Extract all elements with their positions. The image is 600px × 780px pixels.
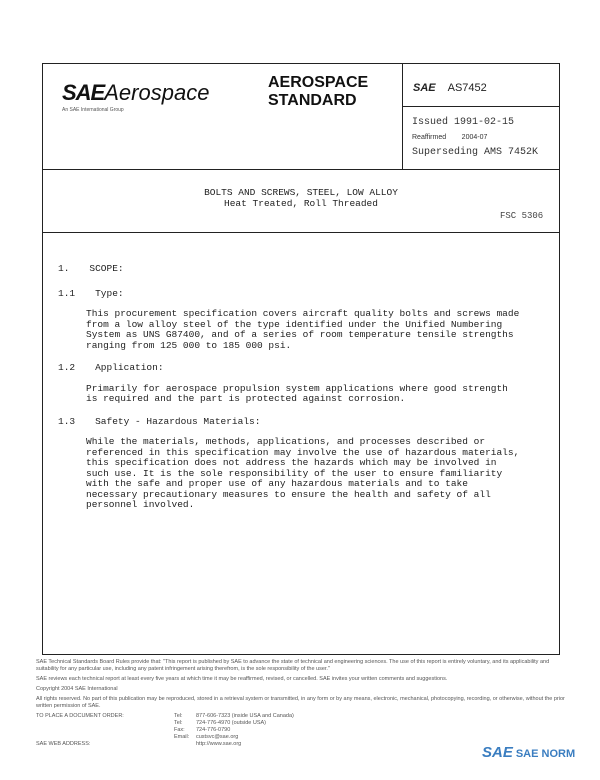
footer-rules: SAE Technical Standards Board Rules provide that: "This report is published by SAE to advance the state of technical and engineering sciences. The use of this report is entirely voluntary, and its applicability and suitability for any particular use, including any patent infringement arising therefrom, is the sole responsibility of the user." (36, 659, 550, 672)
issued-date: Issued 1991-02-15 (412, 117, 515, 128)
section-text: Primarily for aerospace propulsion system applications where good strength is required and the part is protected against corrosion. (86, 382, 508, 404)
website-link[interactable]: http://www.sae.org (196, 741, 242, 747)
logo-aerospace: Aerospace (104, 80, 210, 105)
watermark-logo: SAE (482, 744, 513, 761)
footer-review: SAE reviews each technical report at least every five years at which time it may be reaffirmed, revised, or cancelled. SAE invites your written comments and suggestions. (36, 676, 448, 682)
logo-subtitle: An SAE International Group (62, 107, 124, 113)
legal-footer (36, 659, 566, 748)
divider (402, 106, 560, 107)
contact-label: Email: (174, 734, 190, 740)
section-number: 1.2 (58, 362, 76, 373)
divider (42, 169, 560, 170)
standard-line1: AEROSPACE (268, 74, 369, 91)
logo-sae: SAE (62, 80, 105, 105)
contact-value: 724-776-0790 (196, 727, 231, 733)
web-label: SAE WEB ADDRESS: (36, 741, 91, 747)
superseding: Superseding AMS 7452K (412, 147, 539, 158)
section-number: 1.3 (58, 415, 76, 427)
order-label: TO PLACE A DOCUMENT ORDER: (36, 713, 124, 719)
section-title: SCOPE: (89, 263, 124, 274)
footer-copyright: Copyright 2004 SAE International (36, 686, 118, 692)
divider (402, 63, 403, 169)
contact-label: Tel: (174, 713, 183, 719)
section-number: 1. (58, 263, 70, 274)
contact-value: 724-776-4970 (outside USA) (196, 720, 267, 726)
standard-line2: STANDARD (268, 92, 357, 109)
title-line1: BOLTS AND SCREWS, STEEL, LOW ALLOY (204, 187, 398, 198)
section-title: Type: (95, 287, 124, 299)
fsc-code: FSC 5306 (500, 211, 544, 221)
contact-label: Tel: (174, 720, 183, 726)
contact-value: 877-606-7323 (inside USA and Canada) (196, 713, 294, 719)
divider (42, 232, 560, 233)
section-title: Application: (95, 362, 164, 373)
order-info (36, 713, 566, 748)
title-line2: Heat Treated, Roll Threaded (224, 198, 378, 209)
section-heading (58, 264, 553, 275)
reaffirmed-label: Reaffirmed (412, 134, 447, 141)
footer-rights: All rights reserved. No part of this publication may be reproduced, stored in a retrieval system or transmitted, in any form or by any means, electronic, mechanical, photocopying, recording, or otherwise, without the prior written permission of SAE. (36, 696, 565, 709)
section-heading (58, 289, 553, 300)
section-heading (58, 363, 553, 374)
section-heading (58, 417, 553, 428)
sae-mark: SAE (413, 82, 436, 94)
document-type (268, 74, 368, 110)
doc-number: AS7452 (447, 82, 487, 94)
section-text: This procurement specification covers aircraft quality bolts and screws made from a low alloy steel of the type identified under the Unified Numbering System as UNS G87400, and of a series of room temperature tensile strengths ranging from 125 000 to 185 000 psi. (86, 308, 520, 351)
revision-info (412, 115, 538, 160)
sae-aerospace-logo (62, 80, 209, 113)
document-number (413, 82, 487, 94)
contact-label: Fax: (174, 727, 185, 733)
watermark-text: SAE NORM (515, 748, 576, 760)
document-body (58, 264, 553, 523)
reaffirmed-date: 2004-07 (461, 134, 488, 141)
section-title: Safety - Hazardous Materials: (95, 415, 261, 427)
document-title (42, 187, 560, 209)
section-number: 1.1 (58, 287, 76, 299)
section-text: While the materials, methods, applications, and processes described or referenced in this specification may involve the use of hazardous materials, this specification does not address the hazards which may be involved in such use. It is the sole responsibility of the user to ensure familiarity with the safe and proper use of any hazardous materials and to take necessary precautionary measures to ensure the health and safety of all personnel involved. (86, 436, 520, 510)
contact-value: custsvc@sae.org (196, 734, 239, 740)
sae-norm-watermark (482, 744, 575, 761)
